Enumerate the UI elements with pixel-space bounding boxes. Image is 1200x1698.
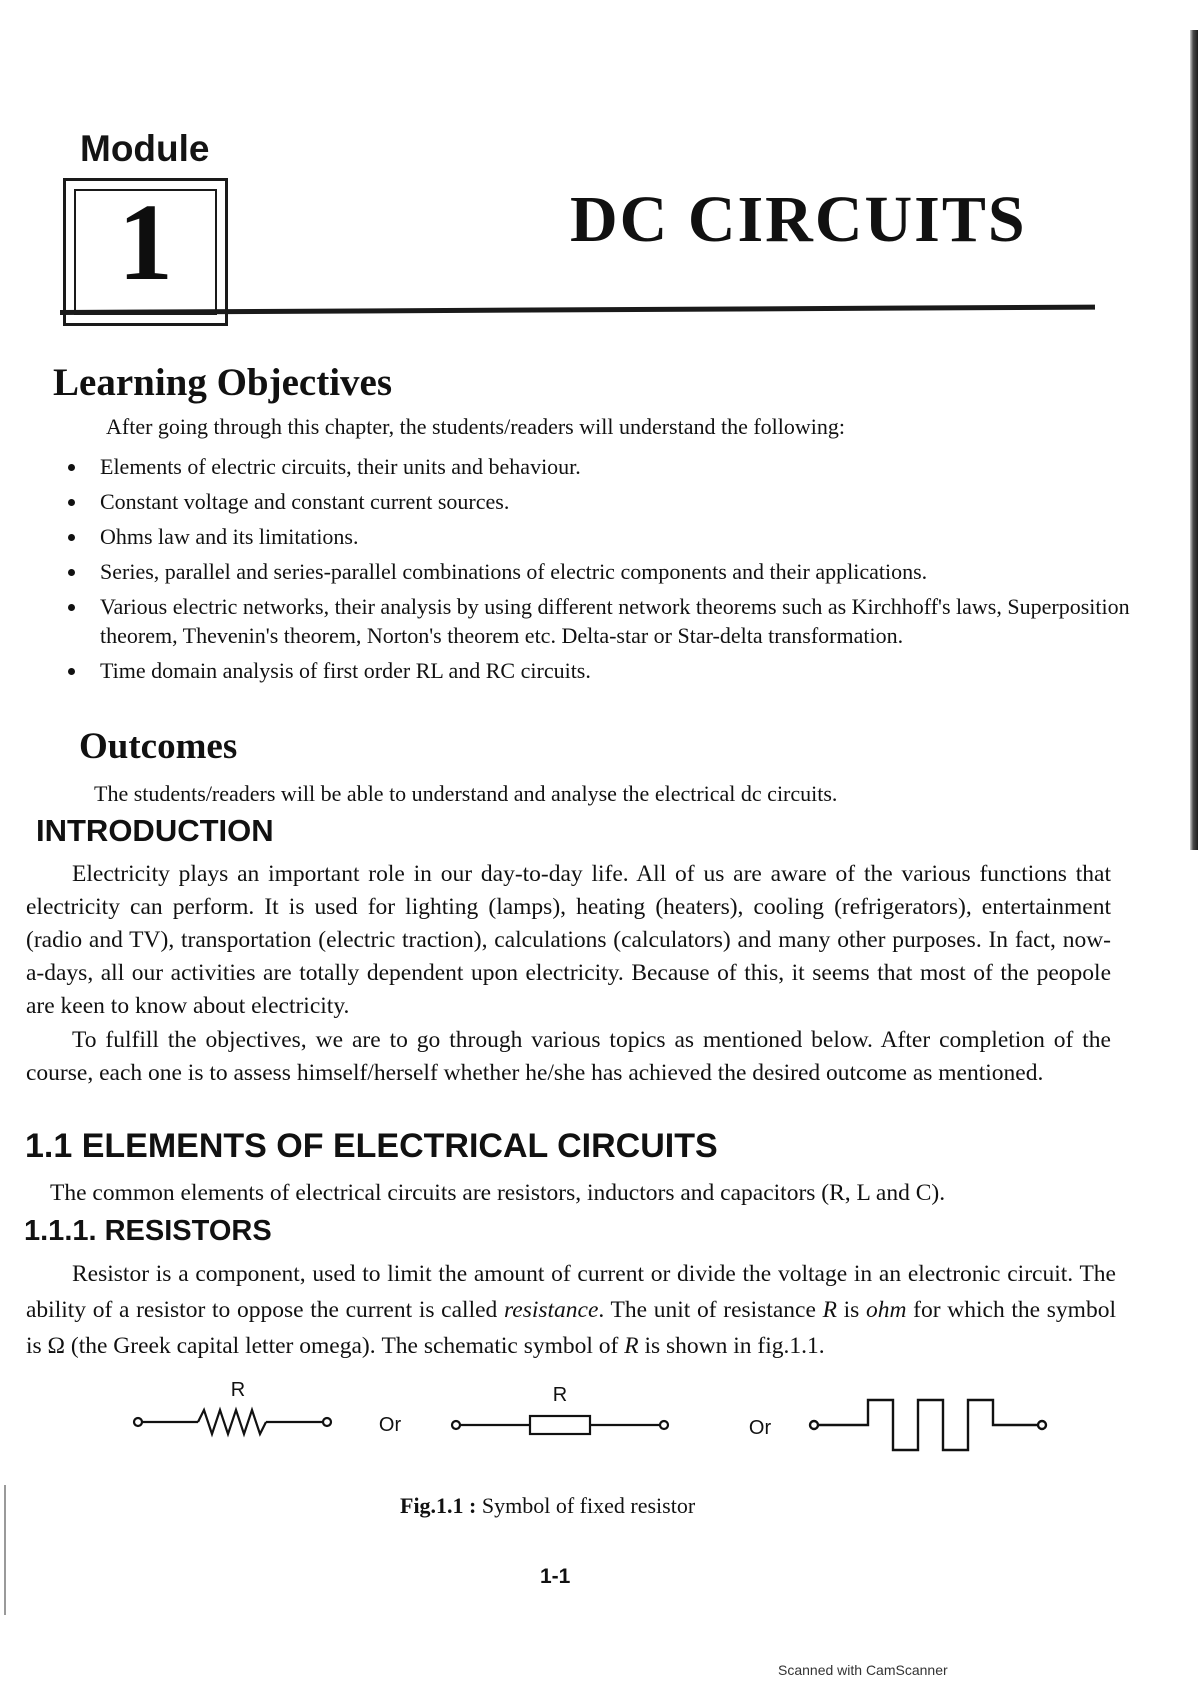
introduction-heading: INTRODUCTION — [36, 813, 274, 848]
figure-caption — [400, 1493, 695, 1519]
symbol-r: R — [822, 1297, 837, 1323]
paragraph-text: To fulfill the objectives, we are to go through various topics as mentioned below. After completion of the course, each one is to assess himself/herself whether he/she has achieved the desired outcome as mentioned. — [26, 1027, 1111, 1086]
section-1-1-heading: 1.1 ELEMENTS OF ELECTRICAL CIRCUITS — [25, 1127, 718, 1165]
box-resistor-symbol — [452, 1416, 668, 1434]
paragraph-text — [26, 1256, 1116, 1364]
section-1-1-text: The common elements of electrical circuits are resistors, inductors and capacitors (R, L and C). — [50, 1180, 946, 1206]
list-item — [60, 592, 1140, 650]
learning-objectives-intro: After going through this chapter, the students/readers will understand the following: — [106, 414, 846, 439]
list-item-text: Time domain analysis of first order RL and RC circuits. — [100, 658, 591, 683]
list-item — [60, 452, 1140, 481]
list-item-text: Constant voltage and constant current sources. — [100, 489, 510, 514]
list-item-text: Elements of electric circuits, their units and behaviour. — [100, 454, 581, 479]
square-wave-resistor-symbol — [810, 1400, 1046, 1450]
is-text: is — [836, 1297, 867, 1323]
introduction-paragraph-2 — [26, 1024, 1111, 1090]
or-label-2: Or — [748, 1417, 772, 1439]
list-item-text: Ohms law and its limitations. — [100, 524, 359, 549]
bullet-icon — [68, 668, 75, 675]
figure-caption-label: Fig.1.1 : — [400, 1493, 477, 1518]
page-number: 1-1 — [540, 1565, 571, 1588]
outcomes-text: The students/readers will be able to understand and analyse the electrical dc circuits. — [94, 781, 838, 806]
list-item-text: Various electric networks, their analysis by using different network theorems such as Kirchhoff's laws, Superposition theorem, Thevenin's theorem, Norton's theorem etc. Delta-star or Star-delta transformation. — [100, 594, 1130, 648]
module-number-box — [63, 178, 228, 326]
module-label: Module — [80, 128, 210, 169]
zigzag-resistor-symbol — [134, 1410, 331, 1434]
list-item — [60, 557, 1140, 586]
bullet-icon — [68, 534, 75, 541]
paragraph-text: Electricity plays an important role in our day-to-day life. All of us are aware of the various functions that electricity can perform. It is used for lighting (lamps), heating (heaters), cooling (refrigerators), entertainment (radio and TV), transportation (electric traction), calculations (calculators) and many other purposes. In fact, now-a-days, all our activities are totally dependent upon electricity. Because of this, it seems that most of the peopole are keen to know about electricity. — [26, 861, 1111, 1019]
resistor-label-r2: R — [552, 1384, 568, 1406]
symbol-text: for which the symbol is Ω (the Greek capital letter omega). The schematic symbol of — [26, 1297, 1116, 1359]
bullet-icon — [68, 604, 75, 611]
learning-objectives-heading: Learning Objectives — [53, 361, 393, 404]
section-1-1-1-heading: 1.1.1. RESISTORS — [24, 1215, 272, 1247]
list-item — [60, 656, 1140, 685]
resistors-paragraph — [26, 1256, 1116, 1364]
term-ohm: ohm — [866, 1297, 907, 1323]
scan-left-mark — [4, 1485, 6, 1615]
term-resistance: resistance — [503, 1297, 599, 1323]
end-text: is shown in fig.1.1. — [638, 1333, 825, 1359]
resistor-symbols-figure — [128, 1380, 1078, 1470]
introduction-paragraph-1 — [26, 858, 1111, 1023]
resistor-definition-text: Resistor is a component, used to limit the amount of current or divide the voltage in an electronic circuit. The ability of a resistor to oppose the current is called — [26, 1261, 1116, 1323]
unit-text: . The unit of resistance — [598, 1297, 823, 1323]
chapter-title: DC CIRCUITS — [570, 183, 1027, 256]
bullet-icon — [68, 569, 75, 576]
list-item — [60, 522, 1140, 551]
bullet-icon — [68, 499, 75, 506]
scan-page-edge — [1190, 30, 1198, 850]
scanner-watermark: Scanned with CamScanner — [778, 1662, 948, 1678]
list-item — [60, 487, 1140, 516]
resistor-label-r1: R — [230, 1380, 246, 1401]
resistor-symbols-svg — [128, 1380, 1078, 1470]
symbol-r-2: R — [624, 1333, 639, 1359]
figure-caption-text: Symbol of fixed resistor — [476, 1493, 696, 1518]
outcomes-heading: Outcomes — [79, 726, 238, 767]
list-item-text: Series, parallel and series-parallel combinations of electric components and their applications. — [100, 559, 928, 584]
learning-objectives-list — [60, 452, 1140, 691]
bullet-icon — [68, 464, 75, 471]
or-label-1: Or — [378, 1414, 402, 1436]
module-number: 1 — [118, 181, 173, 303]
